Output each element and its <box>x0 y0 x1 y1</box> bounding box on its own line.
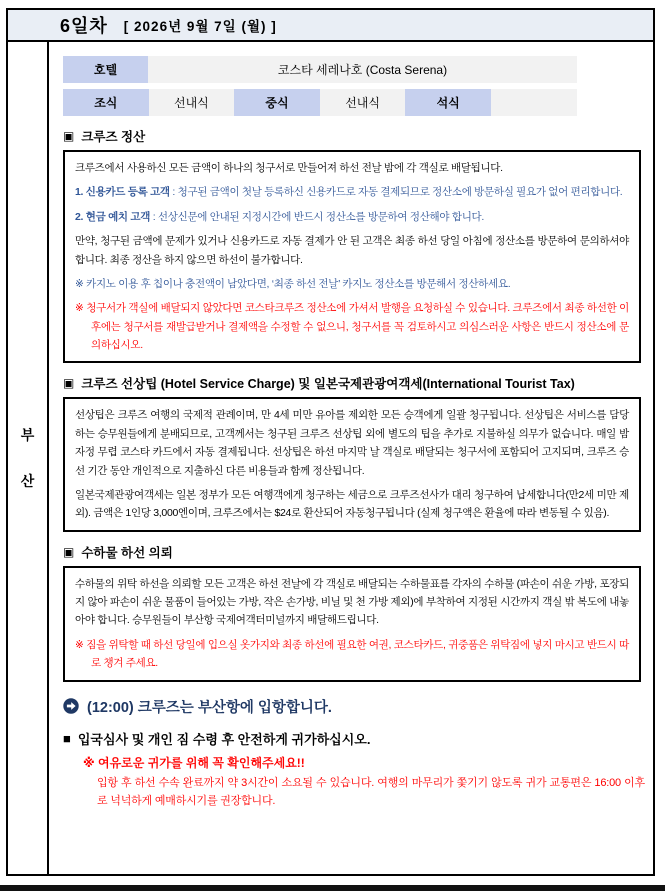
port-label-char: 부 <box>20 427 35 443</box>
settlement-item1-lead: 1. 신용카드 등록 고객 <box>75 186 170 199</box>
hotel-value-cell: 코스타 세레나호 (Costa Serena) <box>148 56 577 83</box>
tips-paragraph: 선상팁은 크루즈 여행의 국제적 관례이며, 만 4세 미만 유아를 제외한 모든 승객에게 일괄 청구됩니다. 선상팁은 서비스를 담당하는 승무원들에게 분배되므로, 고객께서는 청구된 크루즈 선상팁 외에 별도의 팁을 추가로 지불하실 의무가 없습니다. 매일 밤 자정 무렵 코스타 카드에서 자동 결제됩니다. 선상팁은 하선 마지막 날 객실로 배달되는 청구서에 포함되어 고지되며, 크루즈 승선 기간 동안 개인적으로 지출하신 다른 비용들과 함께 정산됩니다. <box>75 409 629 477</box>
settlement-paragraph: 만약, 청구된 금액에 문제가 있거나 신용카드로 자동 결제가 안 된 고객은 최종 하선 당일 아침에 정산소를 방문하여 문의하셔야 합니다. 최종 정산을 하지 않으면 하선이 불가합니다. <box>75 235 629 266</box>
return-warning-title: ※ 여유로운 귀가를 위해 꼭 확인해주세요!! <box>83 755 305 770</box>
return-warning-body: 입항 후 하선 수속 완료까지 약 3시간이 소요될 수 있습니다. 여행의 마무리가 쫓기기 않도록 귀가 교통편은 16:00 이후로 넉넉하게 예매하시기를 권장합니다. <box>97 776 645 808</box>
settlement-casino-note: ※ 카지노 이용 후 칩이나 충전액이 남았다면, ‘최종 하선 전날’ 카지노 정산소를 방문해서 정산하세요. <box>75 277 511 290</box>
settlement-box <box>63 150 641 363</box>
meal-cell-breakfast-value: 선내식 <box>149 89 235 116</box>
return-home-headline <box>63 729 637 748</box>
baggage-warning: ※ 짐을 위탁할 때 하선 당일에 입으실 옷가지와 최종 하선에 필요한 여권, 코스타카드, 귀중품은 위탁짐에 넣지 마시고 반드시 따로 챙겨 주세요. <box>75 638 629 670</box>
tourist-tax-paragraph: 일본국제관광여객세는 일본 정부가 모든 여행객에게 청구하는 세금으로 크루즈선사가 대리 청구하여 납세합니다(만2세 미만 제외). 금액은 1인당 3,000엔이며, 크루즈에서는 $24로 환산되어 자동청구됩니다 (실제 청구액은 환율에 따라 변동될 수 있음). <box>75 488 629 520</box>
settlement-item2-lead: 2. 현금 예치 고객 <box>75 210 151 223</box>
hotel-meal-table <box>63 56 577 116</box>
section-tips-title: 크루즈 선상팁 (Hotel Service Charge) 및 일본국제관광여객세(International Tourist Tax) <box>81 377 575 392</box>
hotel-row <box>63 56 577 83</box>
tips-tax-box <box>63 397 641 531</box>
settlement-intro: 크루즈에서 사용하신 모든 금액이 하나의 청구서로 만들어져 하선 전날 밤에 각 객실로 배달됩니다. <box>75 162 503 174</box>
baggage-box <box>63 566 641 682</box>
port-sidebar <box>8 42 49 874</box>
day-title-bar <box>8 10 653 42</box>
settlement-item1-text: : 청구된 금액이 첫날 등록하신 신용카드로 자동 결제되므로 정산소에 방문하실 필요가 없어 편리합니다. <box>169 186 623 199</box>
meal-cell-lunch-value: 선내식 <box>320 89 406 116</box>
meal-cell-dinner: 석식 <box>405 89 491 116</box>
meal-cell-dinner-value <box>491 89 577 116</box>
meal-cell-lunch: 중식 <box>234 89 320 116</box>
main-content <box>49 42 653 874</box>
section-baggage-title: 수하물 하선 의뢰 <box>81 545 173 560</box>
square-bullet-icon: ▣ <box>63 376 75 391</box>
square-bullet-icon: ▣ <box>63 544 75 559</box>
filled-square-bullet-icon: ■ <box>63 730 71 746</box>
circled-right-arrow-icon <box>63 698 79 714</box>
port-label-char: 산 <box>20 473 35 489</box>
hotel-label-cell: 호텔 <box>63 56 148 83</box>
page-body <box>8 42 653 874</box>
section-settlement-title: 크루즈 정산 <box>81 130 146 144</box>
section-tips-heading <box>63 374 637 392</box>
square-bullet-icon: ▣ <box>63 129 75 143</box>
section-baggage-heading <box>63 543 637 561</box>
arrival-announcement <box>63 696 637 717</box>
settlement-item-cash-deposit <box>75 208 629 226</box>
meal-cell-breakfast: 조식 <box>63 89 149 116</box>
page-bottom-rule <box>0 885 665 891</box>
settlement-item-credit-card <box>75 183 629 201</box>
return-home-text: 입국심사 및 개인 짐 수령 후 안전하게 귀가하십시오. <box>77 731 371 747</box>
itinerary-page <box>6 8 655 876</box>
settlement-item2-text: : 선상신문에 안내된 지정시간에 반드시 정산소를 방문하여 정산해야 합니다. <box>150 210 484 223</box>
section-settlement-heading <box>63 127 637 145</box>
arrival-text: (12:00) 크루즈는 부산항에 입항합니다. <box>87 699 332 716</box>
settlement-invoice-warning: ※ 청구서가 객실에 배달되지 않았다면 코스타크루즈 정산소에 가셔서 발행을 요청하실 수 있습니다. 크루즈에서 최종 하선한 이후에는 청구서를 재발급받거나 결제액을 수정할 수 없으니, 청구서를 꼭 검토하시고 의심스러운 사항은 반드시 정산소에 문의하십시오. <box>75 302 629 351</box>
baggage-paragraph: 수하물의 위탁 하선을 의뢰할 모든 고객은 하선 전날에 각 객실로 배달되는 수하물표를 각자의 수하물 (파손이 쉬운 가방, 포장되지 않아 파손이 쉬운 물품이 들어있는 가방, 작은 손가방, 비닐 및 천 가방 제외)에 부착하여 지정된 시간까지 객실 밖 복도에 내놓아야 합니다. 승무원들이 부산항 국제여객터미널까지 배달해드립니다. <box>75 577 629 627</box>
meal-row <box>63 89 577 116</box>
day-number: 6일차 <box>60 16 108 36</box>
day-date: [ 2026년 9월 7일 (월) ] <box>123 19 277 34</box>
